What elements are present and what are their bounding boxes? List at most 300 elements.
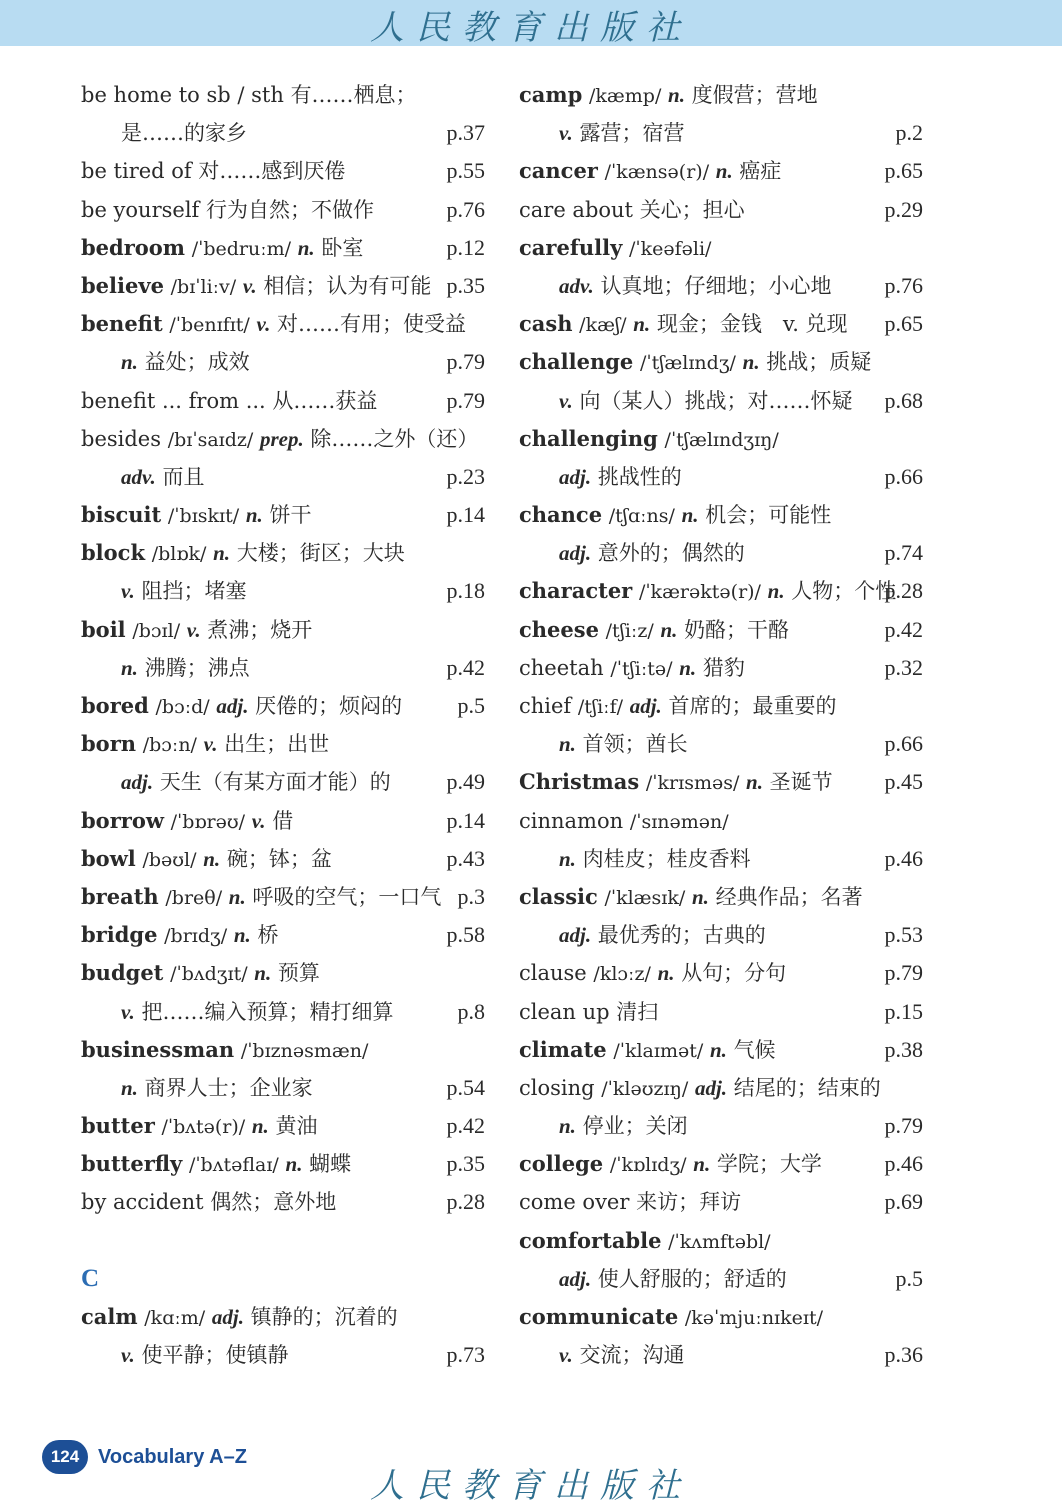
headword: bridge (81, 922, 158, 948)
entry-text (121, 763, 391, 801)
publisher-logo: 人民教育出版社 (370, 8, 692, 48)
entry-continuation (519, 725, 923, 763)
headword: college (519, 1151, 604, 1177)
vocab-entry (519, 1298, 923, 1336)
headword: chance (519, 502, 603, 528)
part-of-speech: n. (633, 312, 651, 337)
definition: 有……栖息； (290, 83, 417, 107)
definition: 停业；关闭 (582, 1114, 688, 1139)
phonetic: /ˈtʃælɪndʒ/ (639, 352, 736, 375)
phonetic: /kəˈmjuːnɪkeɪt/ (684, 1307, 824, 1329)
definition: 癌症 (739, 159, 782, 184)
headword: classic (519, 883, 598, 909)
entry-text (81, 1298, 398, 1337)
letter-heading (81, 1260, 485, 1298)
headword: benefit ... from ... (81, 388, 266, 413)
phonetic: /kɑːm/ (144, 1307, 206, 1329)
definition: 挑战；质疑 (766, 350, 872, 375)
phonetic: /ˈkləʊzɪŋ/ (601, 1077, 689, 1100)
footer-section-label: Vocabulary A–Z (98, 1445, 247, 1468)
entry-text (81, 152, 345, 190)
definition: 首领；酋长 (582, 732, 688, 757)
entry-text (519, 611, 789, 650)
entry-text (559, 382, 852, 420)
entry-text (519, 191, 745, 229)
definition: 商界人士；企业家 (144, 1075, 313, 1100)
definition: 露营；宿营 (579, 121, 685, 146)
entry-text (121, 1336, 288, 1374)
page-number-badge: 124 (42, 1440, 88, 1474)
page-reference: p.42 (446, 1113, 485, 1139)
page-reference: p.14 (446, 807, 485, 833)
entry-continuation (519, 840, 923, 878)
vocab-entry (81, 878, 485, 916)
part-of-speech: n. (251, 1114, 269, 1139)
definition: 最优秀的；古典的 (597, 923, 766, 948)
vocab-entry (519, 954, 923, 992)
vocab-entry (519, 76, 923, 114)
entry-text (559, 725, 688, 763)
definition: 桥 (257, 923, 279, 948)
definition: 使人舒服的；舒适的 (597, 1266, 787, 1291)
entry-text (519, 993, 658, 1031)
headword: cinnamon (519, 808, 624, 833)
part-of-speech: adj. (121, 770, 154, 795)
part-of-speech: n. (285, 1152, 303, 1177)
headword: be tired of (81, 159, 192, 184)
phonetic: /tʃiːz/ (605, 619, 654, 642)
page-reference: p.46 (884, 845, 923, 871)
part-of-speech: v. (256, 312, 271, 337)
headword: borrow (81, 807, 164, 833)
headword: besides (81, 426, 162, 451)
definition: 猎豹 (702, 655, 745, 680)
entry-text (121, 114, 247, 152)
part-of-speech: v. (121, 1343, 135, 1368)
page-reference: p.79 (884, 1113, 923, 1139)
definition: 向（某人）挑战；对……怀疑 (579, 388, 853, 413)
entry-text (559, 267, 831, 305)
headword: camp (519, 82, 583, 107)
entry-continuation (519, 534, 923, 572)
entry-text (81, 1183, 336, 1221)
phonetic: /ˈbɒrəʊ/ (170, 810, 246, 833)
part-of-speech: n. (693, 1152, 711, 1177)
part-of-speech: n. (715, 159, 733, 184)
phonetic: /kæʃ/ (579, 314, 627, 337)
page-reference: p.5 (457, 693, 485, 718)
page-reference: p.79 (446, 349, 485, 375)
page-reference: p.32 (884, 654, 923, 680)
definition: 使平静；使镇静 (141, 1343, 289, 1368)
vocab-entry (81, 1107, 485, 1145)
page-reference: p.2 (895, 120, 923, 146)
page-reference: p.55 (446, 158, 485, 184)
entry-text (121, 458, 204, 496)
entry-text (519, 1298, 823, 1337)
headword: clause (519, 961, 587, 986)
definition: 相信；认为有可能 (263, 273, 432, 298)
definition: 学院；大学 (716, 1152, 822, 1177)
entry-text (559, 458, 682, 496)
part-of-speech: n. (767, 579, 785, 604)
entry-text (559, 1107, 688, 1145)
headword: closing (519, 1075, 595, 1100)
vocab-entry (81, 191, 485, 229)
part-of-speech: adv. (559, 273, 594, 298)
vocab-entry (519, 802, 923, 840)
part-of-speech: n. (681, 503, 699, 528)
headword: butter (81, 1113, 155, 1139)
definition: 阻挡；堵塞 (141, 579, 247, 604)
definition: 奶酪；干酪 (684, 617, 790, 642)
vocab-entry (519, 1031, 923, 1069)
entry-text (121, 1069, 313, 1107)
part-of-speech: adj. (216, 694, 249, 718)
part-of-speech: n. (679, 655, 697, 680)
part-of-speech: n. (746, 770, 763, 795)
part-of-speech: adj. (559, 464, 592, 489)
part-of-speech: v. (251, 808, 266, 833)
page-reference: p.65 (884, 158, 923, 184)
definition: 从句；分句 (681, 961, 787, 986)
headword: born (81, 731, 137, 757)
entry-text (559, 840, 751, 878)
entry-text (81, 191, 374, 229)
vocab-entry (81, 76, 485, 114)
definition: 偶然；意外地 (210, 1190, 337, 1215)
entry-text (519, 229, 711, 268)
part-of-speech: n. (121, 1075, 138, 1100)
part-of-speech: n. (559, 732, 576, 757)
definition: 认真地；仔细地；小心地 (600, 273, 832, 298)
part-of-speech: n. (233, 923, 251, 948)
phonetic: /bɔːn/ (142, 734, 197, 757)
vocab-entry (81, 840, 485, 878)
definition: 清扫 (616, 999, 659, 1024)
vocab-entry (519, 1069, 923, 1107)
page-reference: p.79 (446, 387, 485, 413)
phonetic: /ˈbɪznəsmæn/ (240, 1039, 369, 1062)
definition: 意外的；偶然的 (597, 541, 745, 566)
part-of-speech: v. (203, 732, 218, 757)
vocab-entry (519, 993, 923, 1031)
definition: 借 (272, 808, 294, 833)
definition: 气候 (733, 1037, 776, 1062)
entry-continuation (519, 382, 923, 420)
vocab-entry (519, 611, 923, 649)
entry-text (81, 229, 363, 268)
headword: care about (519, 197, 633, 222)
headword: bowl (81, 845, 136, 871)
headword: benefit (81, 311, 163, 337)
headword: calm (81, 1304, 138, 1329)
entry-text (81, 687, 402, 726)
definition: 出生；出世 (224, 732, 330, 757)
headword: biscuit (81, 502, 162, 528)
phonetic: /brɪdʒ/ (164, 925, 228, 948)
page-reference: p.5 (895, 1265, 923, 1291)
page-reference: p.42 (446, 654, 485, 680)
part-of-speech: n. (668, 83, 685, 107)
phonetic: /ˈkrɪsməs/ (645, 772, 740, 795)
entry-continuation (519, 1107, 923, 1145)
definition: 挑战性的 (597, 464, 682, 489)
entry-text (121, 343, 250, 381)
phonetic: /kæmp/ (589, 85, 662, 107)
spacer (81, 1222, 485, 1260)
vocab-entry (81, 611, 485, 649)
entry-text (81, 305, 466, 344)
phonetic: /ˈkærəktə(r)/ (638, 581, 761, 604)
entry-continuation (81, 763, 485, 801)
definition: 把……编入预算；精打细算 (141, 999, 394, 1024)
phonetic: /bɔɪl/ (132, 619, 181, 642)
vocab-entry (81, 534, 485, 572)
entry-text (559, 1260, 787, 1298)
definition: 而且 (162, 464, 205, 489)
entry-text (81, 76, 417, 114)
section-letter: C (81, 1264, 100, 1292)
vocab-entry (81, 1183, 485, 1221)
vocab-entry (81, 954, 485, 992)
definition: 天生（有某方面才能）的 (159, 770, 391, 795)
headword: businessman (81, 1036, 235, 1062)
part-of-speech: n. (228, 884, 246, 909)
page-reference: p.66 (884, 731, 923, 757)
definition: 度假营；营地 (691, 83, 818, 107)
part-of-speech: v. (559, 121, 573, 146)
vocab-entry (519, 420, 923, 458)
page-reference: p.49 (446, 769, 485, 795)
headword: budget (81, 960, 164, 986)
entry-text (519, 152, 781, 191)
vocab-entry (519, 649, 923, 687)
entry-text (519, 687, 836, 726)
definition: 益处；成效 (144, 350, 250, 375)
entry-text (519, 802, 729, 841)
vocab-entry (81, 267, 485, 305)
definition: 是……的家乡 (121, 121, 247, 146)
entry-continuation (81, 343, 485, 381)
entry-continuation (81, 649, 485, 687)
definition: 首席的；最重要的 (668, 694, 837, 718)
page-reference: p.74 (884, 540, 923, 566)
part-of-speech: n. (213, 541, 231, 566)
phonetic: /ˈklaɪmət/ (613, 1039, 704, 1062)
phonetic: /breθ/ (165, 886, 223, 909)
headword: comfortable (519, 1227, 662, 1253)
entry-continuation (519, 916, 923, 954)
definition: 呼吸的空气；一口气 (252, 884, 442, 909)
phonetic: /tʃɑːns/ (608, 505, 675, 528)
definition: 关心；担心 (639, 197, 745, 222)
vocab-entry (81, 725, 485, 763)
part-of-speech: n. (657, 961, 675, 986)
headword: cheese (519, 616, 599, 642)
phonetic: /ˈbɪskɪt/ (167, 505, 240, 528)
entry-text (81, 1031, 368, 1070)
entry-continuation (519, 458, 923, 496)
page-reference: p.23 (446, 463, 485, 489)
entry-text (81, 420, 478, 459)
phonetic: /bɪˈliːv/ (170, 275, 237, 298)
vocab-entry (519, 1183, 923, 1221)
part-of-speech: n. (709, 1037, 727, 1062)
part-of-speech: adj. (559, 541, 592, 566)
page-reference: p.8 (457, 998, 485, 1024)
publisher-logo-footer: 人民教育出版社 (370, 1466, 692, 1506)
page-reference: p.15 (884, 998, 923, 1024)
page-reference: p.12 (446, 234, 485, 260)
phonetic: /blɒk/ (151, 543, 207, 566)
headword: block (81, 540, 146, 566)
part-of-speech: adj. (559, 923, 592, 948)
definition: 沸腾；沸点 (144, 655, 250, 680)
entry-text (81, 916, 278, 955)
part-of-speech: n. (691, 884, 709, 909)
page-reference: p.46 (884, 1151, 923, 1177)
part-of-speech: n. (254, 961, 272, 986)
part-of-speech: v. (559, 1343, 573, 1368)
phonetic: /ˈbʌtəflaɪ/ (188, 1154, 279, 1177)
entry-text (519, 1222, 771, 1261)
page-reference: p.28 (446, 1189, 485, 1215)
definition: 预算 (277, 961, 320, 986)
headword: cheetah (519, 655, 604, 680)
definition: 从……获益 (272, 388, 378, 413)
part-of-speech: v. (121, 579, 135, 604)
definition: 机会；可能性 (705, 503, 832, 528)
page-reference: p.58 (446, 922, 485, 948)
vocab-entry (81, 916, 485, 954)
page-reference: p.37 (446, 120, 485, 146)
entry-text (519, 1031, 776, 1070)
entry-text (81, 725, 329, 764)
headword: Christmas (519, 769, 640, 795)
entry-text (519, 878, 863, 917)
definition: 对……感到厌倦 (198, 159, 346, 184)
vocab-entry (519, 763, 923, 801)
definition: 行为自然；不做作 (206, 197, 374, 222)
left-column (81, 76, 485, 1374)
entry-text (559, 916, 766, 954)
entry-continuation (519, 267, 923, 305)
definition: 对……有用；使受益 (277, 312, 467, 337)
entry-text (81, 611, 312, 650)
definition: 大楼；街区；大块 (236, 541, 405, 566)
headword: by accident (81, 1190, 204, 1215)
entry-continuation (81, 993, 485, 1031)
definition: 镇静的；沉着的 (250, 1305, 398, 1329)
entry-text (519, 76, 818, 115)
headword: challenging (519, 425, 658, 451)
entry-text (121, 993, 393, 1031)
phonetic: /ˈtʃiːtə/ (610, 657, 673, 680)
part-of-speech: n. (660, 617, 678, 642)
part-of-speech: adv. (121, 464, 156, 489)
vocab-entry (519, 878, 923, 916)
page-reference: p.28 (884, 578, 923, 604)
vocab-entry (519, 191, 923, 229)
headword: be home to sb / sth (81, 83, 284, 107)
vocab-entry (81, 420, 485, 458)
definition: 现金；金钱 v. 兑现 (656, 312, 848, 337)
entry-text (81, 840, 332, 879)
part-of-speech: n. (121, 655, 138, 680)
definition: 交流；沟通 (579, 1343, 685, 1368)
vocab-entry (81, 382, 485, 420)
entry-text (519, 1183, 741, 1221)
page-reference: p.69 (884, 1189, 923, 1215)
entry-text (121, 572, 246, 610)
part-of-speech: adj. (629, 694, 662, 718)
phonetic: /ˈkɒlɪdʒ/ (609, 1154, 687, 1177)
part-of-speech: adj. (211, 1305, 244, 1329)
headword: butterfly (81, 1151, 183, 1177)
definition: 人物；个性 (791, 579, 897, 604)
vocab-entry (519, 572, 923, 610)
vocab-entry (81, 496, 485, 534)
part-of-speech: n. (245, 503, 263, 528)
page-reference: p.68 (884, 387, 923, 413)
page-reference: p.18 (446, 578, 485, 604)
phonetic: /bɔːd/ (155, 696, 210, 718)
headword: come over (519, 1190, 630, 1215)
entry-text (519, 572, 896, 611)
vocab-entry (81, 1031, 485, 1069)
entry-continuation (519, 1336, 923, 1374)
page-reference: p.35 (446, 272, 485, 298)
entry-continuation (81, 1336, 485, 1374)
page-reference: p.76 (446, 196, 485, 222)
part-of-speech: n. (297, 235, 315, 260)
definition: 结尾的；结束的 (733, 1075, 881, 1100)
page-reference: p.3 (457, 883, 485, 909)
vocab-entry (81, 802, 485, 840)
headword: chief (519, 694, 572, 718)
part-of-speech: n. (559, 846, 576, 871)
entry-text (81, 496, 311, 535)
page-reference: p.35 (446, 1151, 485, 1177)
page-reference: p.53 (884, 922, 923, 948)
part-of-speech: n. (121, 350, 138, 375)
part-of-speech: adj. (694, 1075, 728, 1100)
entry-text (519, 649, 745, 688)
entry-text (559, 114, 684, 152)
vocab-entry (81, 687, 485, 725)
part-of-speech: v. (186, 617, 201, 642)
headword: cash (519, 311, 573, 337)
page-reference: p.36 (884, 1342, 923, 1368)
entry-text (81, 1145, 351, 1184)
entry-text (81, 1107, 318, 1146)
phonetic: /ˈtʃælɪndʒɪŋ/ (664, 428, 779, 451)
page-reference: p.38 (884, 1036, 923, 1062)
phonetic: /ˈbʌdʒɪt/ (170, 963, 248, 986)
entry-text (519, 1145, 822, 1184)
phonetic: /ˈkʌmftəbl/ (668, 1230, 771, 1253)
part-of-speech: adj. (559, 1266, 592, 1291)
vocab-entry (519, 1145, 923, 1183)
entry-continuation (81, 458, 485, 496)
page-reference: p.65 (884, 311, 923, 337)
definition: 除……之外（还） (310, 426, 479, 451)
headword: carefully (519, 234, 623, 260)
part-of-speech: v. (559, 388, 573, 413)
entry-continuation (81, 572, 485, 610)
headword: boil (81, 616, 126, 642)
